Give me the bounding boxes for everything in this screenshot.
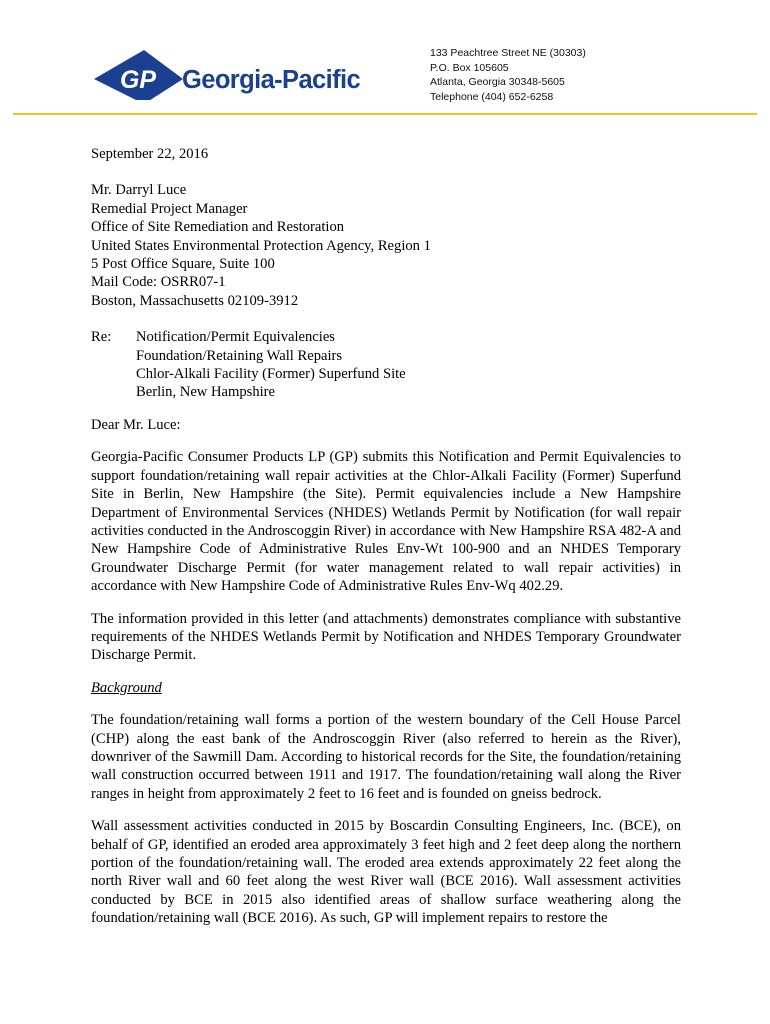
subject-label: Re:: [91, 329, 112, 346]
letter-body: [91, 145, 681, 928]
subject-line: Chlor-Alkali Facility (Former) Superfund Site: [136, 366, 406, 383]
georgia-pacific-logo: [94, 46, 366, 100]
subject-line: Berlin, New Hampshire: [136, 384, 276, 401]
address-line: 133 Peachtree Street NE (30303): [430, 47, 586, 59]
letterhead-address: [430, 46, 586, 104]
recipient-line: Remedial Project Manager: [91, 200, 248, 217]
subject-line: Foundation/Retaining Wall Repairs: [136, 347, 343, 364]
recipient-line: Mr. Darryl Luce: [91, 182, 187, 199]
recipient-line: Office of Site Remediation and Restoration: [91, 219, 345, 236]
recipient-line: Mail Code: OSRR07-1: [91, 274, 226, 291]
paragraph: Georgia-Pacific Consumer Products LP (GP) submits this Notification and Permit Equivalencies to support foundation/retaining wall repair activities at the Chlor-Alkali Facility (Former) Superfund Site in Berlin, New Hampshire (the Site). Permit equivalencies include a New Hampshire Department of Environmental Services (NHDES) Wetlands Permit by Notification (for wall repair activities conducted in the Androscoggin River) in accordance with New Hampshire RSA 482-A and New Hampshire Code of Administrative Rules Env-Wt 100-900 and an NHDES Temporary Groundwater Discharge Permit (for water management related to wall repair activities) in accordance with New Hampshire Code of Administrative Rules Env-Wq 402.29.: [91, 449, 681, 595]
address-line: Telephone (404) 652-6258: [430, 90, 554, 103]
letter-date: September 22, 2016: [91, 146, 209, 162]
recipient-block: [91, 181, 681, 310]
address-line: P.O. Box 105605: [430, 61, 509, 74]
recipient-line: 5 Post Office Square, Suite 100: [91, 256, 275, 273]
logo-monogram: GP: [119, 66, 157, 94]
section-heading: Background: [91, 679, 162, 696]
subject-line: Notification/Permit Equivalencies: [136, 329, 335, 346]
paragraph: The foundation/retaining wall forms a portion of the western boundary of the Cell House Parcel (CHP) along the east bank of the Androscoggin River (also referred to herein as the River), downriver of the Sawmill Dam. According to historical records for the Site, the foundation/retaining wall construction occurred between 1911 and 1917. The foundation/retaining wall along the River ranges in height from approximately 2 feet to 16 feet and is founded on gneiss bedrock.: [91, 712, 681, 802]
address-line: Atlanta, Georgia 30348-5605: [430, 76, 565, 89]
salutation: Dear Mr. Luce:: [91, 416, 181, 433]
subject-block: [91, 328, 681, 402]
logo-wordmark: Georgia-Pacific: [182, 66, 361, 94]
letterhead-divider: [13, 113, 757, 115]
paragraph: The information provided in this letter (and attachments) demonstrates compliance with substantive requirements of the NHDES Wetlands Permit by Notification and NHDES Temporary Groundwater Discharge Permit.: [91, 610, 681, 664]
recipient-line: United States Environmental Protection Agency, Region 1: [91, 237, 431, 254]
paragraph: Wall assessment activities conducted in 2015 by Boscardin Consulting Engineers, Inc. (BCE), on behalf of GP, identified an eroded area approximately 3 feet high and 2 feet deep along the northern portion of the foundation/retaining wall. The eroded area extends approximately 22 feet along the north River wall and 60 feet along the west River wall (BCE 2016). Wall assessment activities conducted by BCE in 2015 also identified areas of shallow surface weathering along the foundation/retaining wall (BCE 2016). As such, GP will implement repairs to restore the: [91, 818, 681, 927]
recipient-line: Boston, Massachusetts 02109-3912: [91, 292, 299, 309]
